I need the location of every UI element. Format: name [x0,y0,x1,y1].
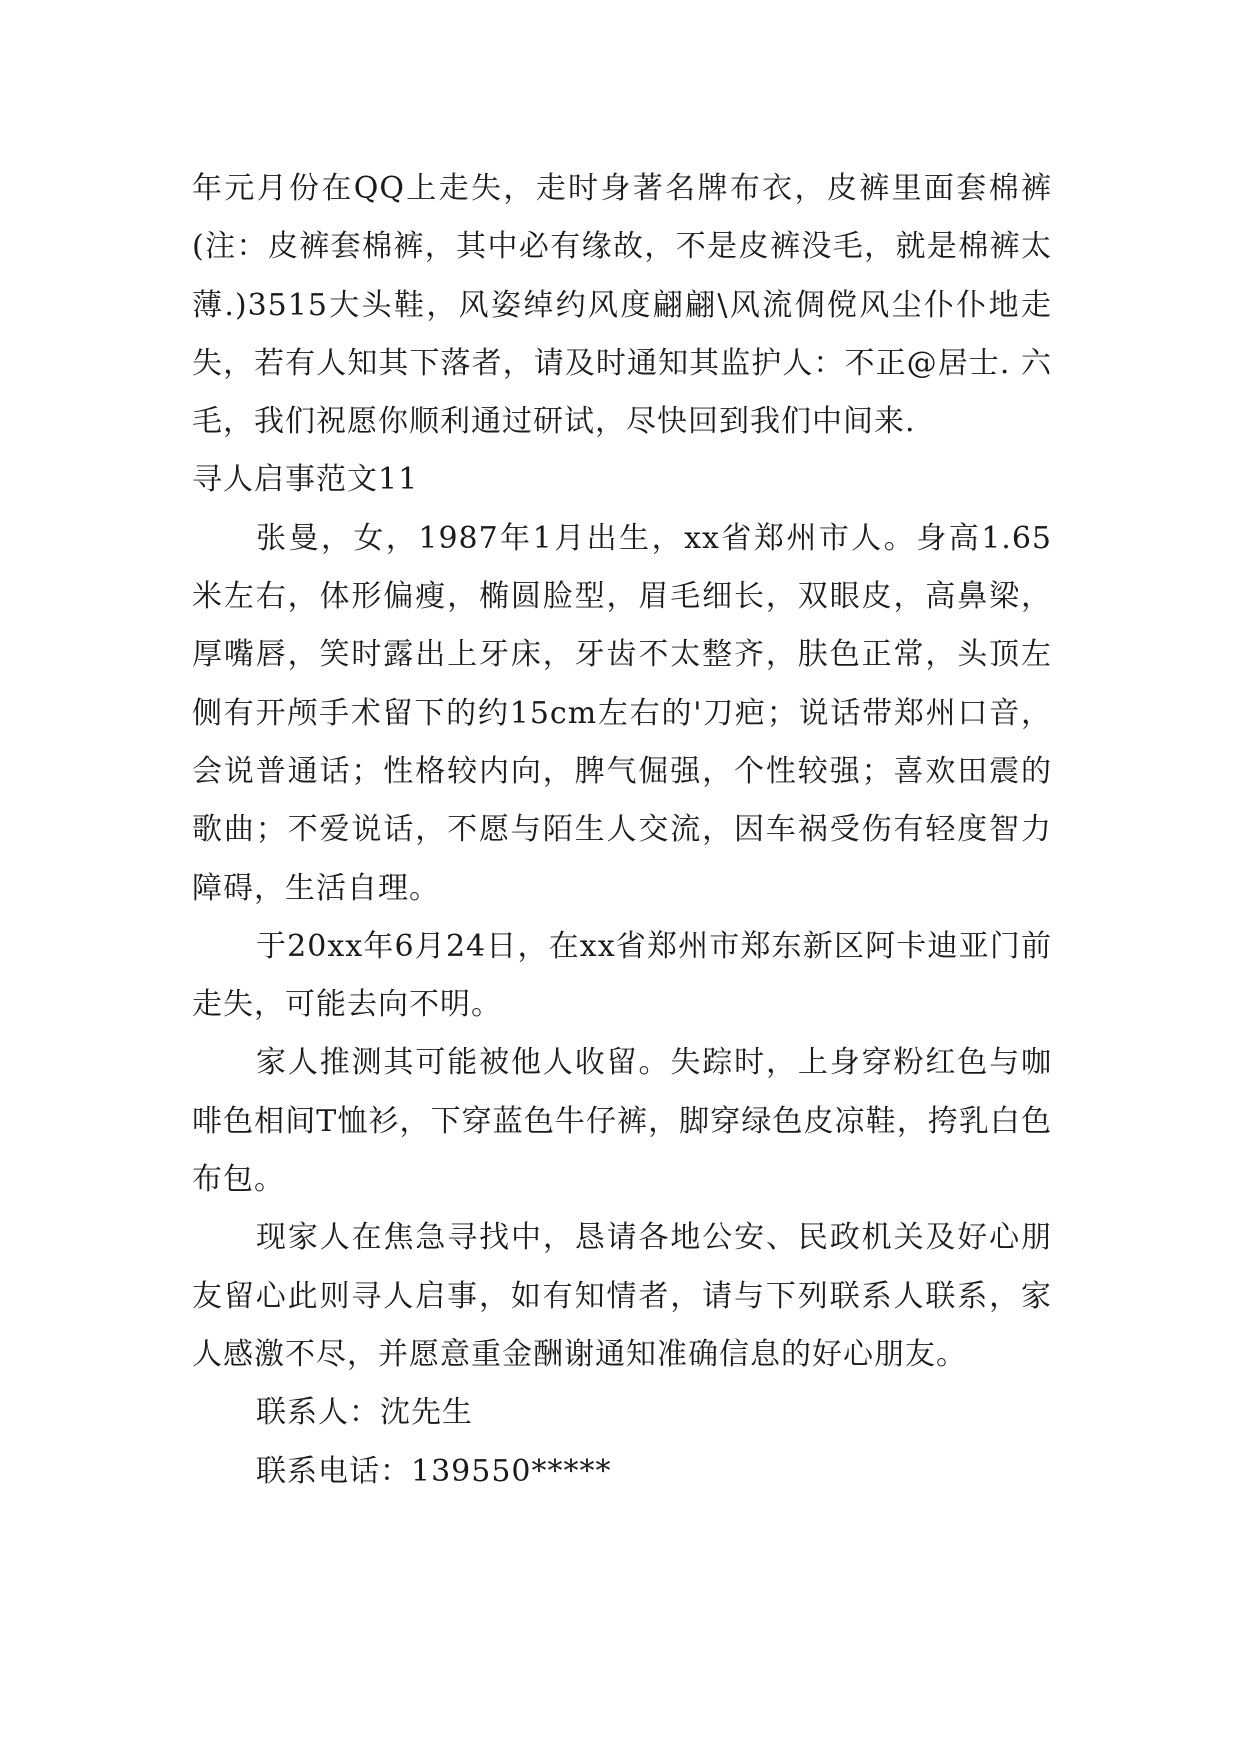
clothing-paragraph: 家人推测其可能被他人收留。失踪时，上身穿粉红色与咖啡色相间T恤衫，下穿蓝色牛仔裤，脚穿绿色皮凉鞋，挎乳白色布包。 [192,1045,1052,1198]
document-body [192,160,1052,1501]
section-title: 寻人启事范文11 [192,462,419,498]
lost-time-paragraph: 于20xx年6月24日，在xx省郑州市郑东新区阿卡迪亚门前走失，可能去向不明。 [192,928,1052,1023]
appeal-paragraph: 现家人在焦急寻找中，恳请各地公安、民政机关及好心朋友留心此则寻人启事，如有知情者，请与下列联系人联系，家人感激不尽，并愿意重金酬谢通知准确信息的好心朋友。 [192,1220,1052,1372]
contact-person: 联系人：沈先生 [256,1395,473,1431]
continuation-paragraph: 年元月份在QQ上走失，走时身著名牌布衣，皮裤里面套棉裤(注：皮裤套棉裤，其中必有缘故，不是皮裤没毛，就是棉裤太薄.)3515大头鞋，风姿绰约风度翩翩\风流倜傥风尘仆仆地走失，若有人知其下落者，请及时通知其监护人：不正@居士. 六毛，我们祝愿你顺利通过研试，尽快回到我们中间来. [192,171,1052,440]
contact-phone: 联系电话：139550***** [256,1453,612,1489]
description-paragraph: 张曼，女，1987年1月出生，xx省郑州市人。身高1.65米左右，体形偏瘦，椭圆脸型，眉毛细长，双眼皮，高鼻梁，厚嘴唇，笑时露出上牙床，牙齿不太整齐，肤色正常，头顶左侧有开颅手术留下的约15cm左右的'刀疤；说话带郑州口音，会说普通话；性格较内向，脾气倔强，个性较强；喜欢田震的歌曲；不爱说话，不愿与陌生人交流，因车祸受伤有轻度智力障碍，生活自理。 [192,520,1052,906]
